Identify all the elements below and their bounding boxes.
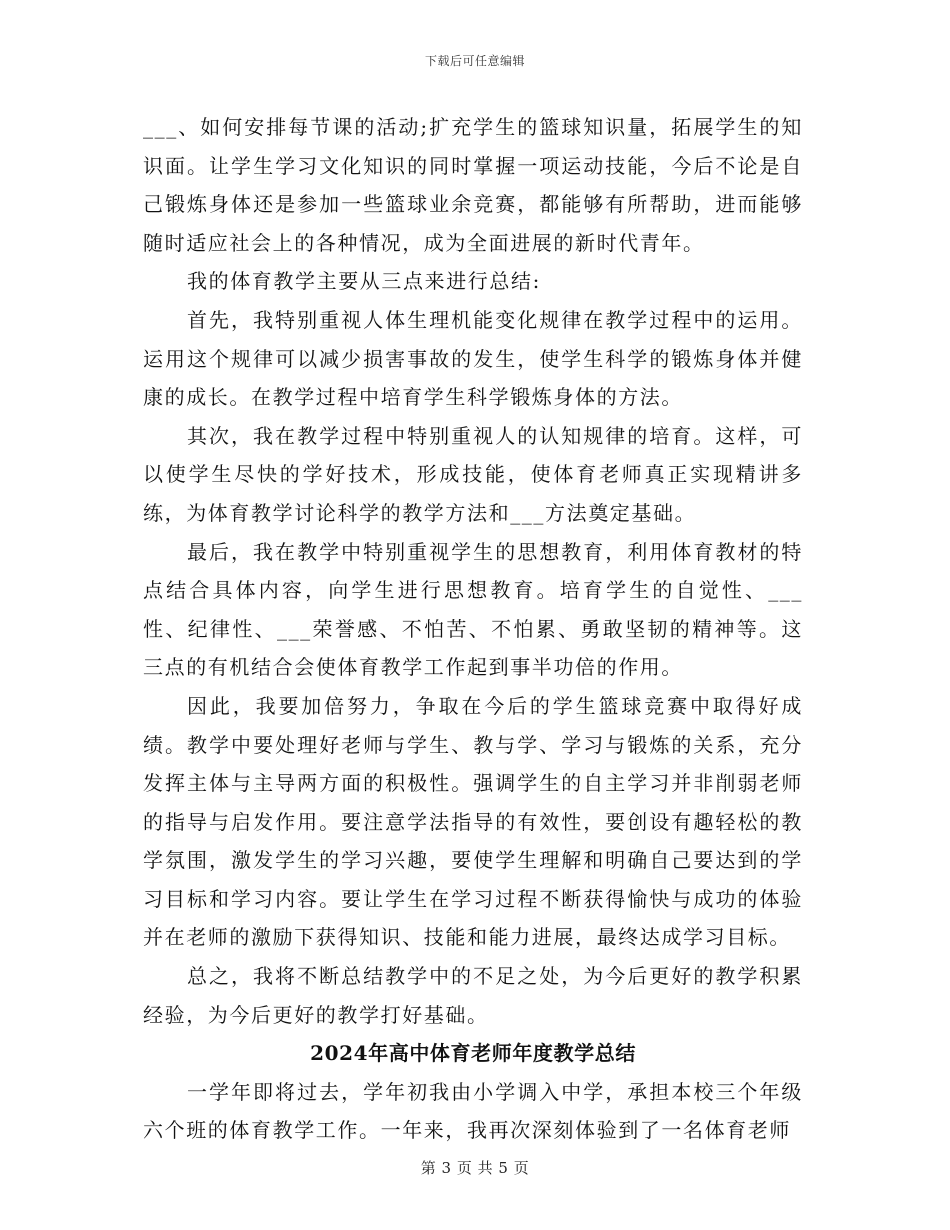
paragraph-summary-intro: 我的体育教学主要从三点来进行总结: <box>187 269 541 294</box>
document-body <box>143 108 803 1150</box>
paragraph-continuation: ___、如何安排每节课的活动;扩充学生的篮球知识量，拓展学生的知识面。让学生学习文化知识的同时掌握一项运动技能，今后不论是自己锻炼身体还是参加一些篮球业余竞赛，都能够有所帮助，进而能够随时适应社会上的各种情况，成为全面进展的新时代青年。 <box>143 115 803 255</box>
header-note: 下载后可任意编辑 <box>424 54 525 68</box>
paragraph-second-point: 其次，我在教学过程中特别重视人的认知规律的培育。这样，可以使学生尽快的学好技术，形成技能，使体育老师真正实现精讲多练，为体育教学讨论科学的教学方法和___方法奠定基础。 <box>143 423 803 525</box>
paragraph-third-point: 最后，我在教学中特别重视学生的思想教育，利用体育教材的特点结合具体内容，向学生进行思想教育。培育学生的自觉性、___性、纪律性、___荣誉感、不怕苦、不怕累、勇敢坚韧的精神等。这三点的有机结合会使体育教学工作起到事半功倍的作用。 <box>143 539 803 680</box>
page-number-footer: 第 3 页 共 5 页 <box>420 1159 530 1177</box>
paragraph-conclusion: 总之，我将不断总结教学中的不足之处，为今后更好的教学积累经验，为今后更好的教学打好基础。 <box>143 964 803 1027</box>
paragraph-section-intro: 一学年即将过去，学年初我由小学调入中学，承担本校三个年级六个班的体育教学工作。一年来，我再次深刻体验到了一名体育老师 <box>143 1079 803 1143</box>
paragraph-therefore: 因此，我要加倍努力，争取在今后的学生篮球竞赛中取得好成绩。教学中要处理好老师与学生、教与学、学习与锻炼的关系，充分发挥主体与主导两方面的积极性。强调学生的自主学习并非削弱老师的指导与启发作用。要注意学法指导的有效性，要创设有趣轻松的教学氛围，激发学生的学习兴趣，要使学生理解和明确自己要达到的学习目标和学习内容。要让学生在学习过程不断获得愉快与成功的体验并在老师的激励下获得知识、技能和能力进展，最终达成学习目标。 <box>143 693 803 950</box>
section-title: 2024年高中体育老师年度教学总结 <box>310 1041 636 1066</box>
paragraph-first-point: 首先，我特别重视人体生理机能变化规律在教学过程中的运用。运用这个规律可以减少损害事故的发生，使学生科学的锻炼身体并健康的成长。在教学过程中培育学生科学锻炼身体的方法。 <box>143 307 803 410</box>
